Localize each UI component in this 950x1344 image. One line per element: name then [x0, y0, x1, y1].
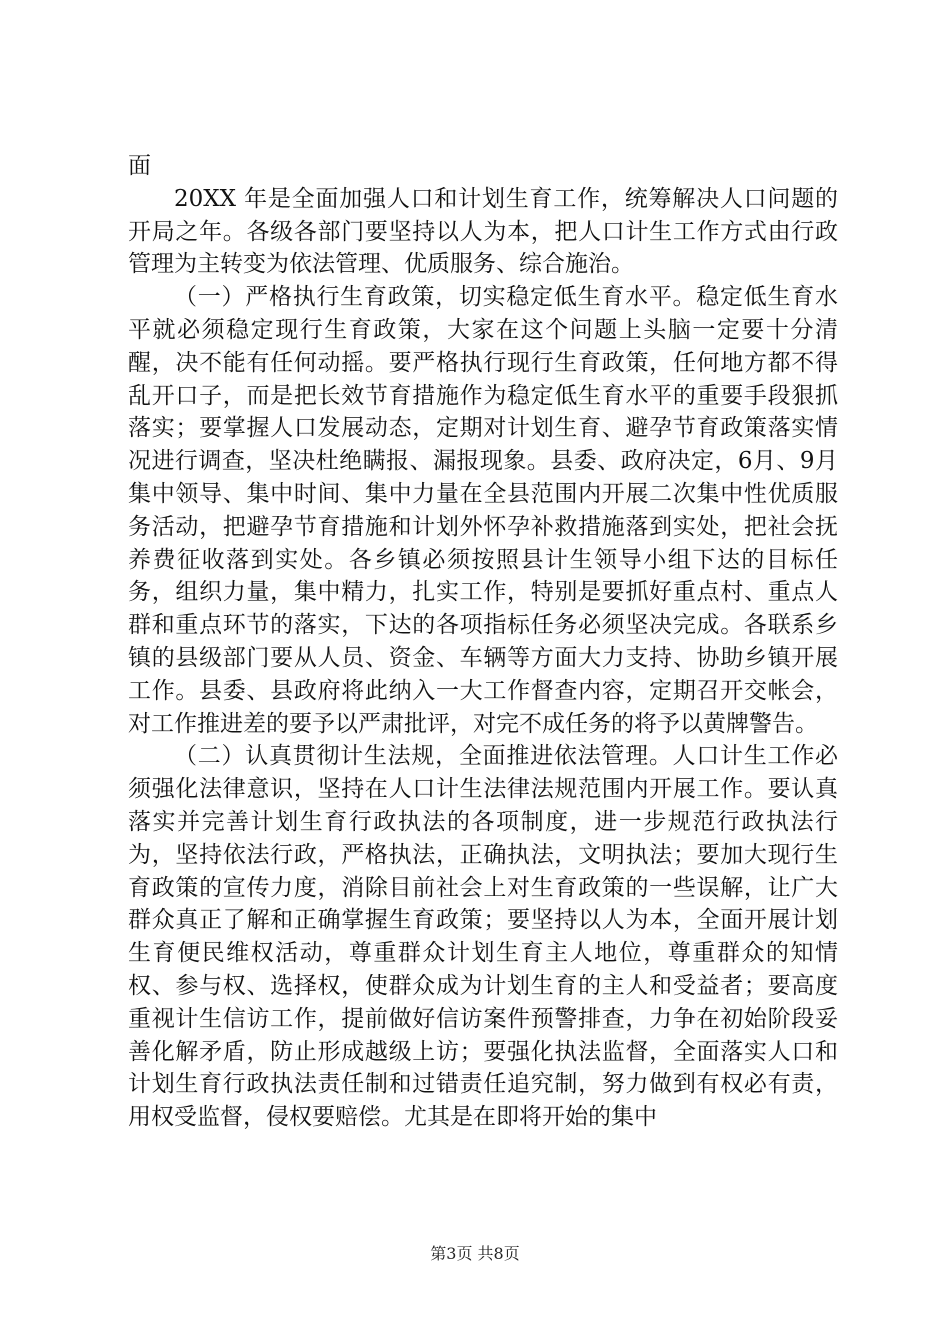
document-body: [128, 150, 838, 1134]
paragraph-intro: 20XX 年是全面加强人口和计划生育工作，统筹解决人口问题的开局之年。各级各部门要坚持以人为本，把人口计生工作方式由行政管理为主转变为依法管理、优质服务、综合施治。: [128, 185, 838, 278]
page-footer: 第3页 共8页: [430, 1244, 520, 1263]
paragraph-section-two: （二）认真贯彻计生法规，全面推进依法管理。人口计生工作必须强化法律意识，坚持在人口计生法律法规范围内开展工作。要认真落实并完善计划生育行政执法的各项制度，进一步规范行政执法行为，坚持依法行政，严格执法，正确执法，文明执法；要加大现行生育政策的宣传力度，消除目前社会上对生育政策的一些误解，让广大群众真正了解和正确掌握生育政策；要坚持以人为本，全面开展计划生育便民维权活动，尊重群众计划生育主人地位，尊重群众的知情权、参与权、选择权，使群众成为计划生育的主人和受益者；要高度重视计生信访工作，提前做好信访案件预警排查，力争在初始阶段妥善化解矛盾，防止形成越级上访；要强化执法监督，全面落实人口和计划生育行政执法责任制和过错责任追究制，努力做到有权必有责，用权受监督，侵权要赔偿。尤其是在即将开始的集中: [128, 743, 838, 1131]
paragraph-section-one: （一）严格执行生育政策，切实稳定低生育水平。稳定低生育水平就必须稳定现行生育政策，大家在这个问题上头脑一定要十分清醒，决不能有任何动摇。要严格执行现行生育政策，任何地方都不得乱开口子，而是把长效节育措施作为稳定低生育水平的重要手段狠抓落实；要掌握人口发展动态，定期对计划生育、避孕节育政策落实情况进行调查，坚决杜绝瞒报、漏报现象。县委、政府决定，6月、9月集中领导、集中时间、集中力量在全县范围内开展二次集中性优质服务活动，把避孕节育措施和计划外怀孕补救措施落到实处，把社会抚养费征收落到实处。各乡镇必须按照县计生领导小组下达的目标任务，组织力量，集中精力，扎实工作，特别是要抓好重点村、重点人群和重点环节的落实，下达的各项指标任务必须坚决完成。各联系乡镇的县级部门要从人员、资金、车辆等方面大力支持、协助乡镇开展工作。县委、县政府将此纳入一大工作督查内容，定期召开交帐会，对工作推进差的要予以严肃批评，对完不成任务的将予以黄牌警告。: [128, 284, 838, 737]
paragraph-continuation: 面: [128, 153, 151, 179]
